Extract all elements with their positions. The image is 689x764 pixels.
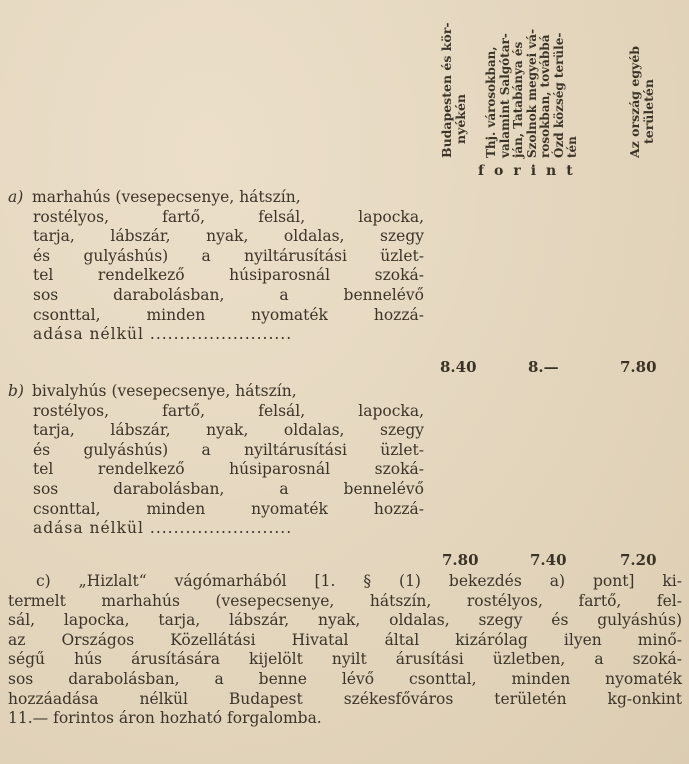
price-budapest: 8.40 bbox=[440, 358, 477, 376]
column-header-line: valamint Salgótar- bbox=[497, 33, 512, 158]
column-header-line: Budapesten és kör- bbox=[439, 22, 454, 158]
item-line: csonttal, minden nyomaték hozzá- bbox=[33, 499, 424, 518]
paragraph-line: sál, lapocka, tarja, lábszár, nyak, oldalas, szegy és gulyáshús) bbox=[8, 611, 682, 630]
price-country: 7.20 bbox=[620, 551, 657, 569]
item-line: tarja, lábszár, nyak, oldalas, szegy bbox=[33, 421, 424, 440]
column-header-line: területén bbox=[641, 79, 656, 144]
column-header-country bbox=[628, 8, 656, 158]
item-line: csonttal, minden nyomaték hozzá- bbox=[33, 305, 424, 324]
price-country: 7.80 bbox=[620, 358, 657, 376]
item-line bbox=[8, 382, 424, 402]
paragraph-line: az Országos Közellátási Hivatal által kizárólag ilyen minő- bbox=[8, 630, 682, 649]
item-a bbox=[8, 188, 424, 345]
price-budapest: 7.80 bbox=[442, 551, 479, 569]
column-header-line: rosokban, továbbá bbox=[538, 34, 552, 158]
price-cities: 7.40 bbox=[530, 551, 567, 569]
item-line: és gulyáshús) a nyiltárusítási üzlet- bbox=[33, 440, 424, 459]
item-line: adása nélkül ........................ bbox=[33, 519, 293, 538]
price-cities: 8.— bbox=[528, 358, 559, 376]
item-line bbox=[8, 188, 424, 208]
paragraph-line: 11.— forintos áron hozható forgalomba. bbox=[8, 709, 322, 728]
paragraph-line: ségű hús árusítására kijelölt nyilt árusítási üzletben, a szoká- bbox=[8, 650, 682, 669]
item-line: tel rendelkező húsiparosnál szoká- bbox=[33, 266, 424, 285]
column-header-line: Ózd község terüle- bbox=[551, 32, 566, 158]
item-line: rostélyos, fartő, felsál, lapocka, bbox=[33, 207, 424, 226]
item-line: tarja, lábszár, nyak, oldalas, szegy bbox=[33, 227, 424, 246]
item-line: és gulyáshús) a nyiltárusítási üzlet- bbox=[33, 246, 424, 265]
column-header-cities bbox=[485, 8, 580, 158]
item-line: sos darabolásban, a bennelévő bbox=[33, 479, 424, 498]
item-label: b) bbox=[8, 382, 24, 400]
item-b bbox=[8, 382, 424, 539]
item-text: marhahús (vesepecsenye, hátszín, bbox=[32, 188, 301, 206]
paragraph-line: sos darabolásban, a benne lévő csonttal, minden nyomaték bbox=[8, 669, 682, 688]
paragraph-line: c) „Hizlalt“ vágómarhából [1. § (1) bekezdés a) pont] ki- bbox=[36, 572, 682, 590]
item-label: a) bbox=[8, 188, 24, 206]
item-line: rostélyos, fartő, felsál, lapocka, bbox=[33, 401, 424, 420]
item-line: adása nélkül ........................ bbox=[33, 325, 293, 344]
paragraph-c bbox=[8, 572, 682, 729]
paragraph-line: termelt marhahús (vesepecsenye, hátszín, rostélyos, fartő, fel- bbox=[8, 591, 682, 610]
paragraph-line: hozzáadása nélkül Budapest székesfőváros területén kg-onkint bbox=[8, 689, 682, 708]
item-text: bivalyhús (vesepecsenye, hátszín, bbox=[32, 382, 297, 400]
column-header-line: Az ország egyéb bbox=[627, 45, 642, 158]
unit-label: forint bbox=[478, 163, 583, 179]
item-line: tel rendelkező húsiparosnál szoká- bbox=[33, 460, 424, 479]
column-header-budapest bbox=[440, 8, 468, 158]
column-header-line: Szolnok megyei vá- bbox=[524, 28, 539, 158]
item-line: sos darabolásban, a bennelévő bbox=[33, 285, 424, 304]
column-header-line: ján, Tatabánya és bbox=[511, 41, 525, 158]
column-header-line: tén bbox=[565, 136, 579, 158]
column-header-line: nyékén bbox=[453, 93, 468, 144]
column-header-line: Thj. városokban, bbox=[484, 46, 498, 158]
